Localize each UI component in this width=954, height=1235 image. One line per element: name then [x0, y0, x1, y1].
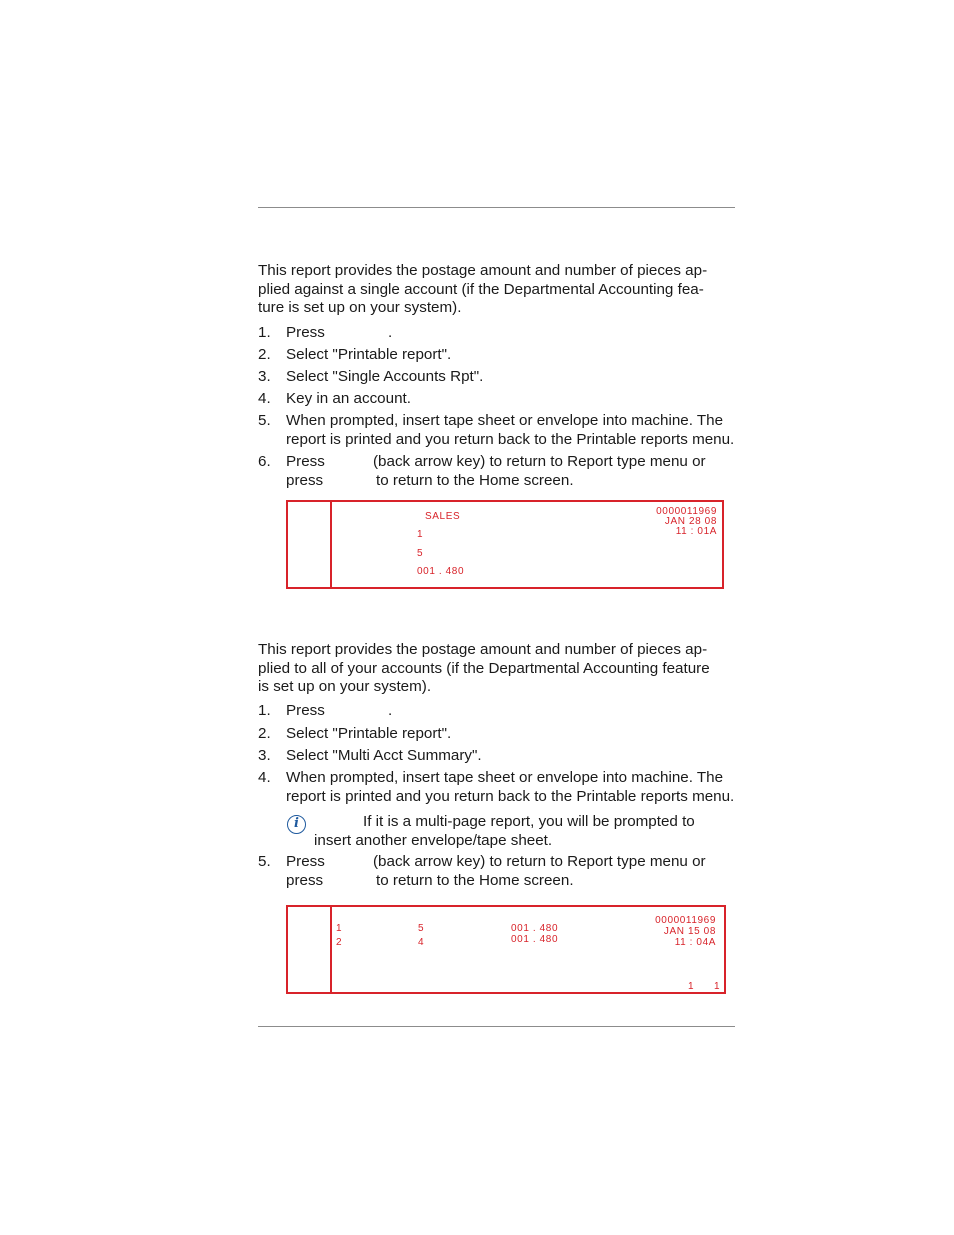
- tape-date: JAN 28 08: [664, 516, 717, 527]
- info-icon: i: [287, 815, 306, 834]
- tape-row-1: 1: [417, 529, 424, 540]
- section1-intro: This report provides the postage amount and number of pieces ap- plied against a single account (if the Departmental Accounting fea- ture is set up on your system).: [258, 262, 708, 317]
- multi-account-summary-tape: [286, 905, 726, 994]
- tape-time: 11 : 01A: [675, 526, 717, 537]
- section2-intro: This report provides the postage amount and number of pieces ap- plied to all of your accounts (if the Departmental Accounting feature is set up on your system).: [258, 641, 710, 696]
- tape-serial: 0000011969: [656, 506, 717, 517]
- tape-row-2-amount: 001 . 480: [511, 934, 559, 945]
- tape-serial: 0000011969: [655, 915, 716, 926]
- tape-page-number: 1: [688, 981, 695, 992]
- tape-divider: [330, 502, 332, 587]
- tape-account-name: SALES: [425, 511, 461, 522]
- note-text-line-1: If it is a multi-page report, you will be prompted to: [363, 813, 695, 830]
- header-rule: [258, 207, 735, 208]
- tape-page-count: 1: [714, 981, 721, 992]
- tape-row-2: 5: [417, 548, 424, 559]
- tape-row-1-pieces: 5: [418, 923, 425, 934]
- single-account-report-tape: [286, 500, 724, 589]
- tape-row-1-account: 1: [336, 923, 343, 934]
- tape-row-1-amount: 001 . 480: [511, 923, 559, 934]
- tape-row-2-pieces: 4: [418, 937, 425, 948]
- tape-time: 11 : 04A: [674, 937, 716, 948]
- tape-row-2-account: 2: [336, 937, 343, 948]
- footer-rule: [258, 1026, 735, 1027]
- tape-divider: [330, 907, 332, 992]
- tape-date: JAN 15 08: [663, 926, 716, 937]
- note-text-line-2: insert another envelope/tape sheet.: [314, 831, 553, 849]
- tape-amount: 001 . 480: [417, 566, 465, 577]
